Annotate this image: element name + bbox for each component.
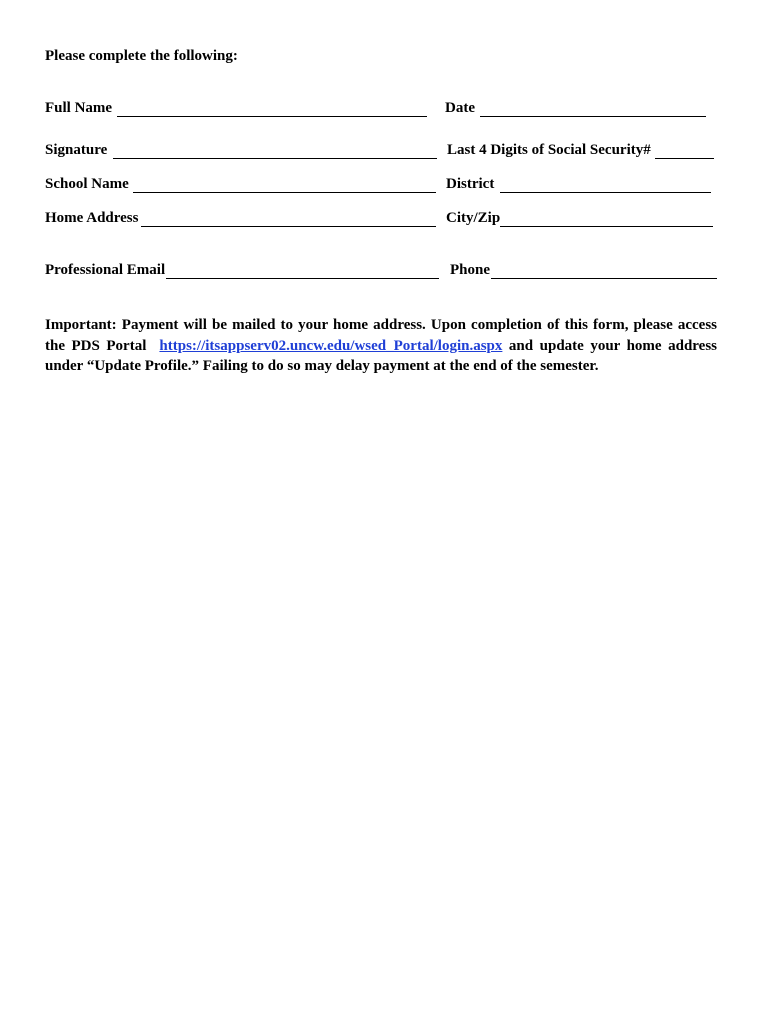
professional-email-label: Professional Email — [45, 262, 166, 278]
date-field — [445, 100, 706, 120]
city-zip-blank[interactable] — [500, 226, 713, 227]
ssn-field — [447, 142, 714, 162]
signature-label: Signature — [45, 142, 108, 158]
full-name-blank[interactable] — [117, 116, 427, 117]
phone-field — [450, 262, 717, 282]
form-heading: Please complete the following: — [45, 48, 238, 64]
professional-email-blank[interactable] — [166, 278, 439, 279]
district-field — [446, 176, 711, 196]
signature-blank[interactable] — [113, 158, 437, 159]
home-address-blank[interactable] — [141, 226, 436, 227]
pds-portal-link[interactable]: https://itsappserv02.uncw.edu/wsed_Portal/login.aspx — [159, 337, 503, 354]
city-zip-label: City/Zip — [446, 210, 501, 226]
district-label: District — [446, 176, 495, 192]
school-name-label: School Name — [45, 176, 129, 192]
phone-label: Phone — [450, 262, 491, 278]
notice-text-after: and update your home address under “Update Profile.” Failing to do so may delay payment at the end of the semester. — [45, 337, 718, 374]
payment-notice — [45, 315, 717, 377]
full-name-label: Full Name — [45, 100, 113, 116]
ssn-blank[interactable] — [655, 158, 714, 159]
notice-text-before: Important: Payment will be mailed to your home address. Upon completion of this form, please access the PDS Portal — [45, 317, 717, 354]
school-name-blank[interactable] — [133, 192, 436, 193]
phone-blank[interactable] — [491, 278, 717, 279]
date-label: Date — [445, 100, 475, 116]
ssn-label: Last 4 Digits of Social Security# — [447, 142, 651, 158]
school-name-field — [45, 176, 436, 196]
home-address-label: Home Address — [45, 210, 139, 226]
signature-field — [45, 142, 437, 162]
date-blank[interactable] — [480, 116, 706, 117]
city-zip-field — [446, 210, 713, 230]
district-blank[interactable] — [500, 192, 711, 193]
home-address-field — [45, 210, 436, 230]
full-name-field — [45, 100, 427, 120]
professional-email-field — [45, 262, 439, 282]
